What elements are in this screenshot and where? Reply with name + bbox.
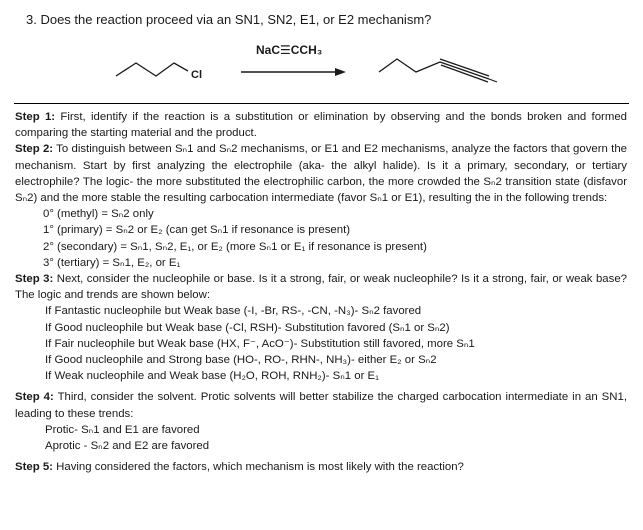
step-2-trend: 2° (secondary) = Sₙ1, Sₙ2, E₁, or E₂ (more Sₙ1 or E₁ if resonance is present) <box>43 240 427 253</box>
step-1-text: First, identify if the reaction is a substitution or elimination by observing and the bonds broken and formed comparing the starting material and the product. <box>15 111 627 140</box>
step-2-trend: 1° (primary) = Sₙ2 or E₂ (can get Sₙ1 if resonance is present) <box>43 224 351 237</box>
step-3-text: Next, consider the nucleophile or base. Is it a strong, fair, or weak nucleophile? Is it a strong, fair, or weak base? The logic and trends are shown below: <box>15 273 627 302</box>
reaction-scheme <box>0 0 643 100</box>
step-4-text: Third, consider the solvent. Protic solvents will better stabilize the charged carbocation intermediate in an SN1, leading to these trends: <box>15 391 627 420</box>
step-4-trend: Aprotic - Sₙ2 and E2 are favored <box>45 440 210 453</box>
chlorine-label: Cl <box>191 69 202 81</box>
step-1-label: Step 1: <box>15 111 56 123</box>
step-4-trend: Protic- Sₙ1 and E1 are favored <box>45 423 200 436</box>
instructions-body <box>15 109 627 475</box>
step-3-trend: If Weak nucleophile and Weak base (H₂O, ROH, RNH₂)- Sₙ1 or E₁ <box>45 370 379 383</box>
step-2-trend: 3° (tertiary) = Sₙ1, E₂, or E₁ <box>43 256 181 269</box>
question-text: 3. Does the reaction proceed via an SN1, SN2, E1, or E2 mechanism? <box>26 12 432 27</box>
step-2-text: To distinguish between Sₙ1 and Sₙ2 mechanisms, or E1 and E2 mechanisms, analyze the factors that govern the mechanism. Start by first analyzing the electrophile (aka- the alkyl halide). Is it a primary, secondary, or tertiary electrophile? The logic- the more substituted the electrophilic carbon, the more crowded the Sₙ2 transition state (disfavor Sₙ2) and the more stable the resulting carbocation intermediate (favor Sₙ1 or E1), resulting the in the following trends: <box>15 143 627 205</box>
step-3-trend: If Good nucleophile and Strong base (HO-, RO-, RHN-, NH₃)- either E₂ or Sₙ2 <box>45 354 437 367</box>
step-1 <box>15 109 627 141</box>
reactant-structure <box>116 63 188 76</box>
triple-bond-line-1 <box>440 62 489 79</box>
step-3 <box>15 271 627 303</box>
step-2 <box>15 141 627 206</box>
reagent-label: NaC☰CCH₃ <box>256 43 323 57</box>
product-structure <box>379 59 440 72</box>
step-5-label: Step 5: <box>15 461 53 474</box>
step-2-trend: 0° (methyl) = Sₙ2 only <box>43 208 154 221</box>
step-2-label: Step 2: <box>15 143 54 156</box>
reaction-arrow-head <box>335 68 346 76</box>
step-3-trend: If Fair nucleophile but Weak base (HX, F⁻, AcO⁻)- Substitution still favored, more Sₙ1 <box>45 337 475 350</box>
section-divider <box>14 103 629 104</box>
step-3-label: Step 3: <box>15 273 54 286</box>
step-3-trend: If Good nucleophile but Weak base (-Cl, RSH)- Substitution favored (Sₙ1 or Sₙ2) <box>45 321 450 334</box>
step-3-trend: If Fantastic nucleophile but Weak base (-I, -Br, RS-, -CN, -N₃)- Sₙ2 favored <box>45 305 422 318</box>
step-5 <box>15 459 627 475</box>
step-4-label: Step 4: <box>15 391 54 404</box>
product-terminal-bond <box>489 79 497 82</box>
step-5-text: Having considered the factors, which mechanism is most likely with the reaction? <box>52 461 464 474</box>
step-4 <box>15 389 627 421</box>
